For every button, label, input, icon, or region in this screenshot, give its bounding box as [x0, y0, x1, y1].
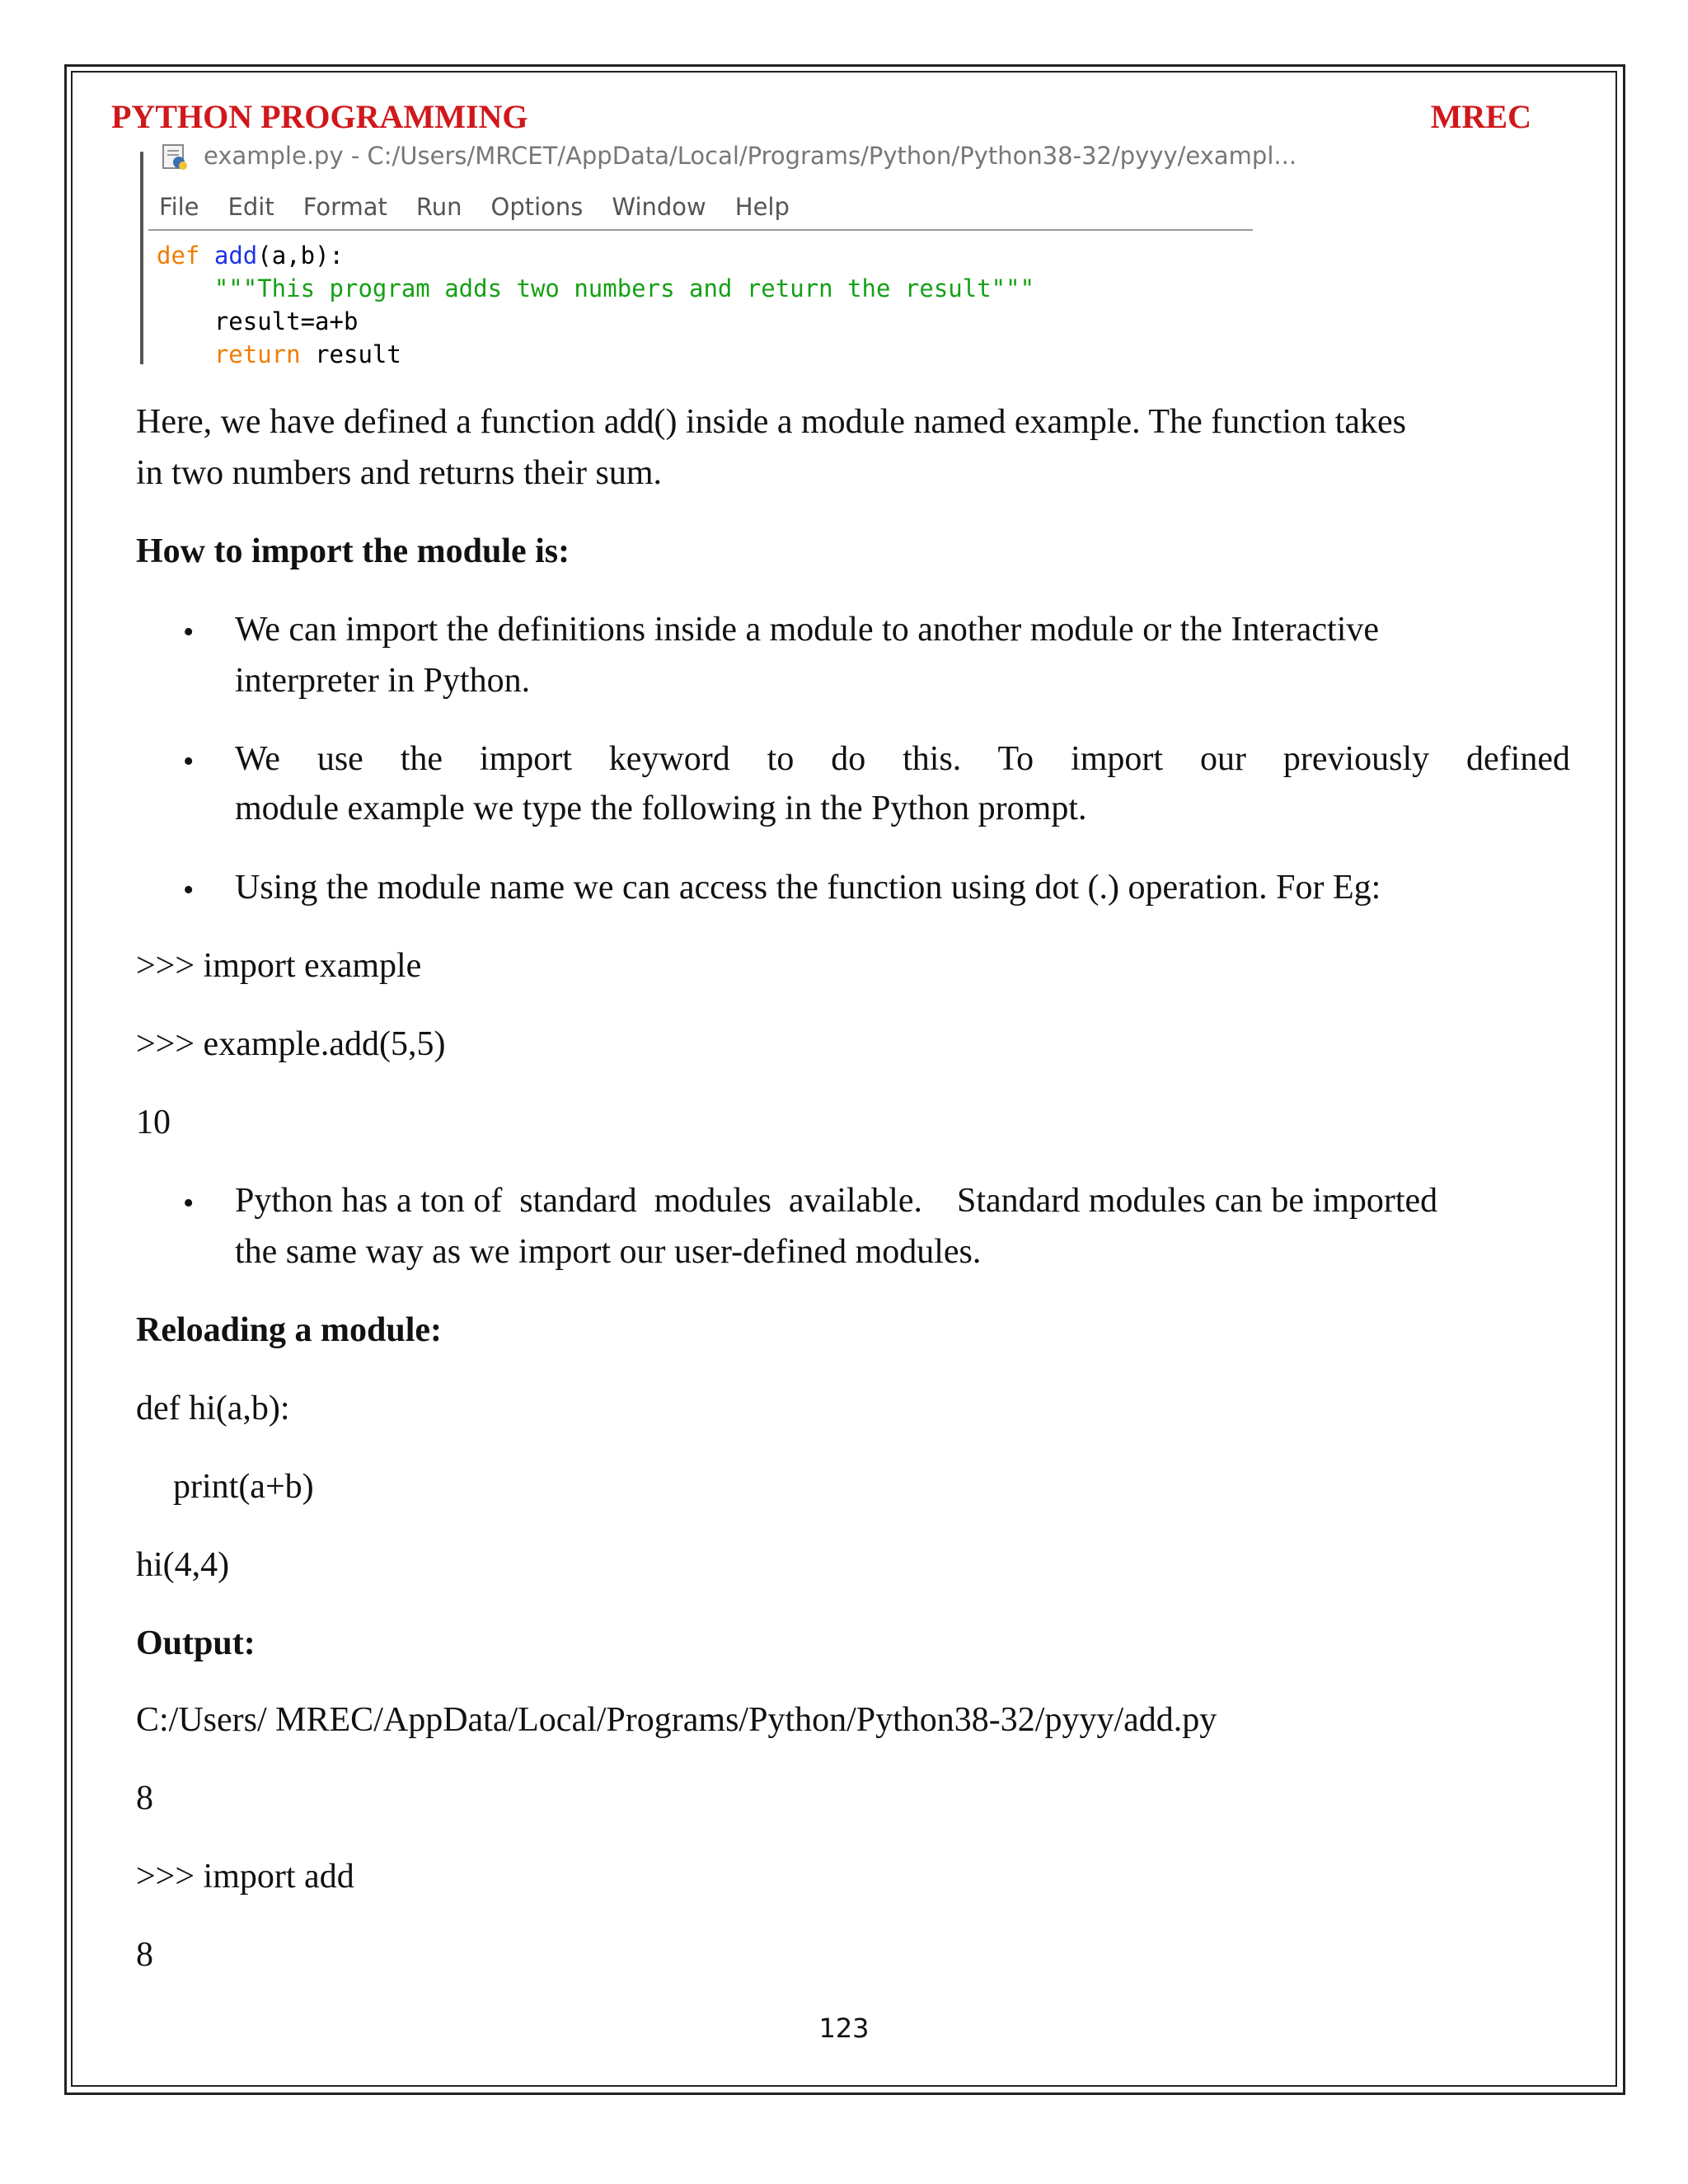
code-example-line: hi(4,4): [136, 1546, 230, 1584]
bullet-text: We can import the definitions inside a module to another module or the Interactive: [235, 611, 1380, 649]
bullet-text: the same way as we import our user-defined modules.: [235, 1233, 982, 1271]
output-line: 8: [136, 1936, 153, 1974]
output-line: >>> import add: [136, 1858, 354, 1896]
menubar-divider: [148, 229, 1253, 231]
output-line: C:/Users/ MREC/AppData/Local/Programs/Python/Python38-32/pyyy/add.py: [136, 1701, 1217, 1739]
code-editor[interactable]: [157, 239, 1034, 371]
output-line: 8: [136, 1779, 153, 1817]
idle-menubar: [159, 193, 818, 221]
bullet-text: Python has a ton of standard modules available. Standard modules can be imported: [235, 1182, 1438, 1220]
menu-format[interactable]: Format: [302, 193, 387, 221]
section-heading-output: Output:: [136, 1624, 256, 1662]
code-docstring: """This program adds two numbers and return the result""": [213, 274, 1035, 302]
code-example-line: >>> import example: [136, 947, 422, 985]
page-border-inner: [71, 71, 1617, 2087]
code-example-output: 10: [136, 1104, 171, 1141]
idle-editor-screenshot: [136, 134, 1297, 373]
menu-edit[interactable]: Edit: [227, 193, 274, 221]
header-institution: MREC: [1430, 98, 1531, 135]
bullet-dot: •: [183, 873, 195, 907]
header-title: PYTHON PROGRAMMING: [111, 98, 528, 135]
paragraph-line: in two numbers and returns their sum.: [136, 454, 663, 492]
bullet-dot: •: [183, 615, 195, 649]
code-keyword-return: return: [213, 340, 301, 368]
code-function-name: add: [213, 241, 258, 269]
code-assignment: result=a+b: [213, 307, 359, 335]
idle-window-title: example.py - C:/Users/MRCET/AppData/Local/Programs/Python/Python38-32/pyyy/exampl...: [204, 142, 1297, 170]
code-keyword-def: def: [157, 241, 200, 269]
code-example-line: print(a+b): [173, 1468, 314, 1506]
code-example-line: def hi(a,b):: [136, 1390, 290, 1427]
bullet-dot: •: [183, 744, 195, 779]
menu-run[interactable]: Run: [415, 193, 462, 221]
section-heading-reload: Reloading a module:: [136, 1311, 443, 1349]
bullet-text: Using the module name we can access the function using dot (.) operation. For Eg:: [235, 869, 1381, 907]
section-heading-import: How to import the module is:: [136, 532, 570, 570]
menu-window[interactable]: Window: [612, 193, 706, 221]
idle-window-edge: [140, 152, 143, 364]
code-params: (a,b):: [257, 241, 345, 269]
bullet-dot: •: [183, 1186, 195, 1221]
page-number: 123: [818, 2013, 870, 2044]
menu-help[interactable]: Help: [734, 193, 790, 221]
bullet-text: We use the import keyword to do this. To import our previously defined: [235, 740, 1570, 778]
paragraph-line: Here, we have defined a function add() inside a module named example. The function takes: [136, 403, 1406, 441]
menu-options[interactable]: Options: [490, 193, 584, 221]
bullet-text: interpreter in Python.: [235, 662, 531, 700]
code-example-line: >>> example.add(5,5): [136, 1025, 446, 1063]
menu-file[interactable]: File: [159, 193, 199, 221]
bullet-text: module example we type the following in the Python prompt.: [235, 790, 1087, 827]
code-return-value: result: [300, 340, 401, 368]
python-file-icon: [161, 143, 190, 171]
